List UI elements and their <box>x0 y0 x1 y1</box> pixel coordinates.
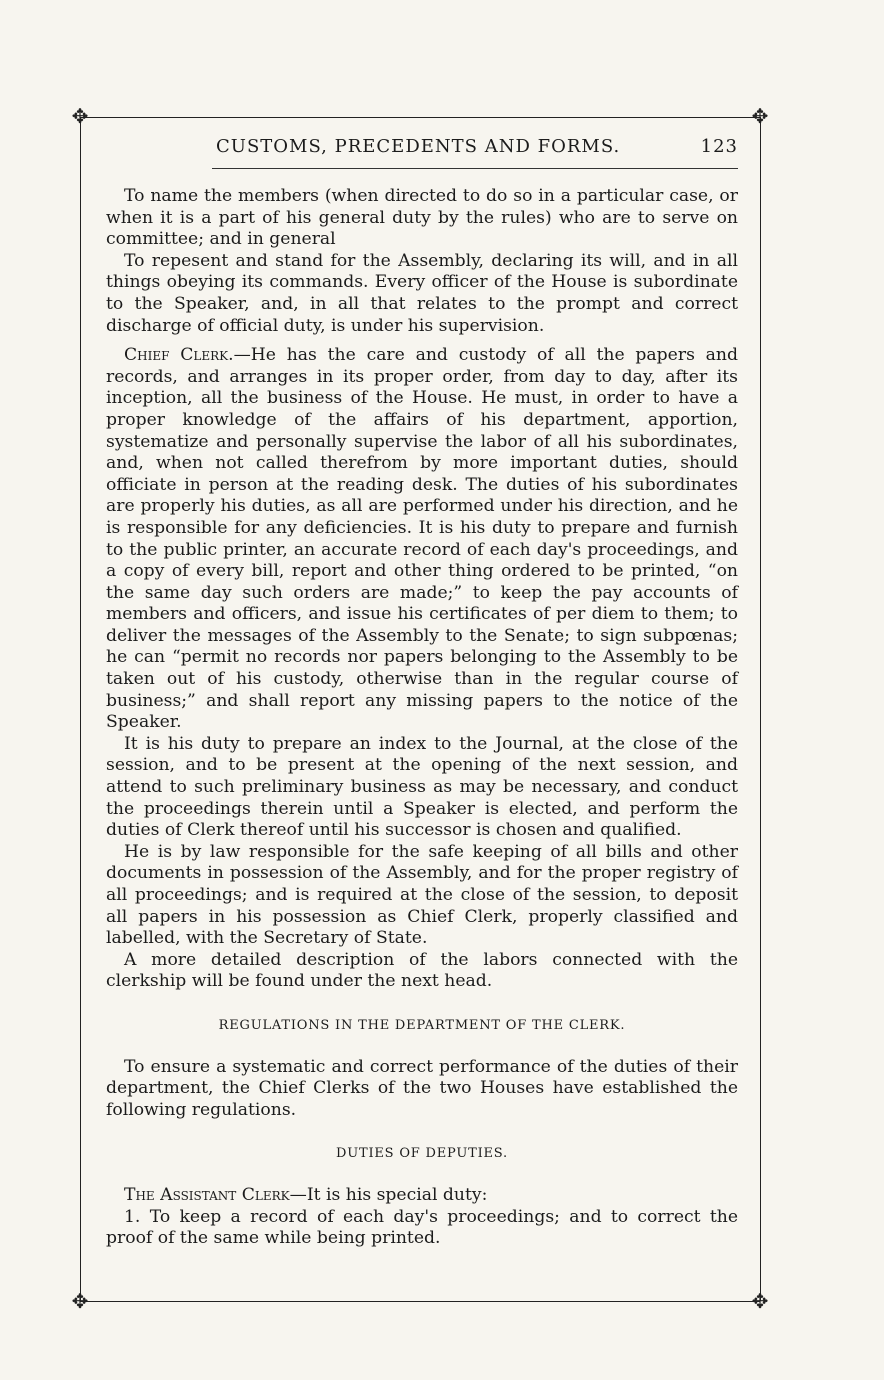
paragraph: He is by law responsible for the safe keeping of all bills and other documents in possession of the Assembly, and for the proper registry of all proceedings; and is required at the close of the session, to deposit all papers in his possession as Chief Clerk, properly classified and labelled, with the Secretary of State. <box>106 841 738 949</box>
paragraph: 1. To keep a record of each day's proceedings; and to correct the proof of the same while being printed. <box>106 1206 738 1249</box>
section-lead: Chief Clerk. <box>124 345 234 366</box>
paragraph-assistant-clerk <box>106 1185 738 1207</box>
paragraph: To repesent and stand for the Assembly, declaring its will, and in all things obeying its commands. Every officer of the House is subordinate to the Speaker, and, in all that relates to the prompt and correct discharge of official duty, is under his supervision. <box>106 250 738 336</box>
frame-left-rule <box>80 117 81 1301</box>
paragraph: To ensure a systematic and correct performance of the duties of their department, the Chief Clerks of the two Houses have established the following regulations. <box>106 1056 738 1120</box>
corner-ornament-icon: ✥ <box>751 1289 769 1313</box>
page-number: 123 <box>700 136 738 157</box>
frame-right-rule <box>760 117 761 1301</box>
frame-bottom-rule <box>80 1301 760 1302</box>
corner-ornament-icon: ✥ <box>71 104 89 128</box>
page-header <box>106 136 738 164</box>
corner-ornament-icon: ✥ <box>71 1289 89 1313</box>
header-rule <box>212 168 738 169</box>
section-heading: DUTIES OF DEPUTIES. <box>336 1146 508 1162</box>
frame-top-rule <box>80 117 760 118</box>
paragraph-text: —He has the care and custody of all the papers and records, and arranges in its proper order, from day to day, after its inception, all the business of the House. He must, in order to have a proper knowledge of the affairs of his department, apportion, systematize and personally supervise the labor of all his subordinates, and, when not called therefrom by more important duties, should officiate in person at the reading desk. The duties of his subordinates are properly his duties, as all are performed under his direction, and he is responsible for any deficiencies. It is his duty to prepare and furnish to the public printer, an accurate record of each day's proceedings, and a copy of every bill, report and other thing ordered to be printed, “on the same day such orders are made;” to keep the pay accounts of members and officers, and issue his certificates of per diem to them; to deliver the messages of the Assembly to the Senate; to sign subpœnas; he can “permit no records nor papers belonging to the Assembly to be taken out of his custody, otherwise than in the regular course of business;” and shall report any missing papers to the notice of the Speaker. <box>106 345 738 733</box>
corner-ornament-icon: ✥ <box>751 104 769 128</box>
paragraph-text: —It is his special duty: <box>289 1184 488 1205</box>
paragraph: To name the members (when directed to do so in a particular case, or when it is a part of his general duty by the rules) who are to serve on committee; and in general <box>106 186 738 250</box>
paragraph-chief-clerk <box>106 345 738 734</box>
paragraph: A more detailed description of the labors connected with the clerkship will be found under the next head. <box>106 949 738 992</box>
section-heading: REGULATIONS IN THE DEPARTMENT OF THE CLERK. <box>218 1017 626 1033</box>
paragraph: It is his duty to prepare an index to the Journal, at the close of the session, and to be present at the opening of the next session, and attend to such preliminary business as may be necessary, and conduct the proceedings therein until a Speaker is elected, and perform the duties of Clerk thereof until his successor is chosen and qualified. <box>106 733 738 841</box>
section-lead: The Assistant Clerk <box>124 1184 290 1205</box>
page-body <box>106 186 738 1250</box>
running-title: CUSTOMS, PRECEDENTS AND FORMS. <box>216 136 621 157</box>
